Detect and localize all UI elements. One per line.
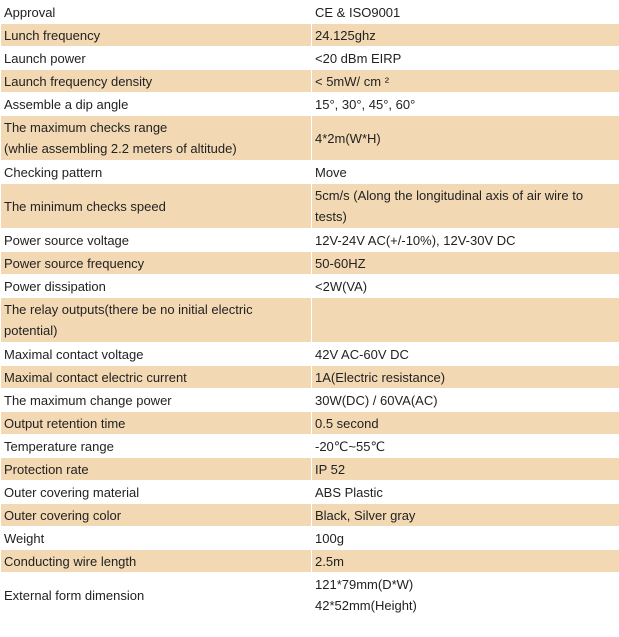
spec-label: Outer covering material bbox=[1, 481, 312, 504]
spec-value: IP 52 bbox=[312, 458, 619, 481]
spec-value: 121*79mm(D*W) 42*52mm(Height) bbox=[312, 573, 619, 618]
spec-label: Power source frequency bbox=[1, 252, 312, 275]
table-row bbox=[1, 550, 619, 573]
spec-value: 1A(Electric resistance) bbox=[312, 366, 619, 389]
table-row bbox=[1, 93, 619, 116]
table-row bbox=[1, 116, 619, 161]
spec-label: Assemble a dip angle bbox=[1, 93, 312, 116]
table-row bbox=[1, 458, 619, 481]
spec-table-body bbox=[1, 1, 619, 618]
spec-value: -20℃~55℃ bbox=[312, 435, 619, 458]
table-row bbox=[1, 412, 619, 435]
table-row bbox=[1, 366, 619, 389]
table-row bbox=[1, 527, 619, 550]
spec-label: Lunch frequency bbox=[1, 24, 312, 47]
table-row bbox=[1, 573, 619, 618]
spec-value: 12V-24V AC(+/-10%), 12V-30V DC bbox=[312, 229, 619, 252]
table-row bbox=[1, 184, 619, 229]
spec-value: 4*2m(W*H) bbox=[312, 116, 619, 161]
spec-label: Output retention time bbox=[1, 412, 312, 435]
table-row bbox=[1, 435, 619, 458]
spec-label: Launch power bbox=[1, 47, 312, 70]
table-row bbox=[1, 481, 619, 504]
spec-label: Maximal contact voltage bbox=[1, 343, 312, 366]
spec-label: Power source voltage bbox=[1, 229, 312, 252]
spec-value: 30W(DC) / 60VA(AC) bbox=[312, 389, 619, 412]
spec-value: CE & ISO9001 bbox=[312, 1, 619, 24]
table-row bbox=[1, 343, 619, 366]
spec-value: ABS Plastic bbox=[312, 481, 619, 504]
spec-label: Weight bbox=[1, 527, 312, 550]
table-row bbox=[1, 298, 619, 343]
spec-value: <2W(VA) bbox=[312, 275, 619, 298]
spec-value: 42V AC-60V DC bbox=[312, 343, 619, 366]
table-row bbox=[1, 47, 619, 70]
table-row bbox=[1, 70, 619, 93]
spec-value: 24.125ghz bbox=[312, 24, 619, 47]
spec-label: Maximal contact electric current bbox=[1, 366, 312, 389]
spec-label: Conducting wire length bbox=[1, 550, 312, 573]
spec-value bbox=[312, 298, 619, 343]
spec-label: The maximum checks range (whlie assembling 2.2 meters of altitude) bbox=[1, 116, 312, 161]
spec-label: Power dissipation bbox=[1, 275, 312, 298]
spec-value: < 5mW/ cm ² bbox=[312, 70, 619, 93]
spec-value: Move bbox=[312, 161, 619, 184]
spec-value: <20 dBm EIRP bbox=[312, 47, 619, 70]
table-row bbox=[1, 229, 619, 252]
table-row bbox=[1, 389, 619, 412]
spec-label: The minimum checks speed bbox=[1, 184, 312, 229]
spec-label: Launch frequency density bbox=[1, 70, 312, 93]
spec-label: Approval bbox=[1, 1, 312, 24]
table-row bbox=[1, 275, 619, 298]
table-row bbox=[1, 1, 619, 24]
spec-label: Checking pattern bbox=[1, 161, 312, 184]
spec-value: 15°, 30°, 45°, 60° bbox=[312, 93, 619, 116]
spec-label: Temperature range bbox=[1, 435, 312, 458]
spec-label: Outer covering color bbox=[1, 504, 312, 527]
spec-label: External form dimension bbox=[1, 573, 312, 618]
table-row bbox=[1, 24, 619, 47]
spec-value: Black, Silver gray bbox=[312, 504, 619, 527]
spec-value: 100g bbox=[312, 527, 619, 550]
spec-value: 2.5m bbox=[312, 550, 619, 573]
table-row bbox=[1, 504, 619, 527]
table-row bbox=[1, 161, 619, 184]
spec-label: Protection rate bbox=[1, 458, 312, 481]
spec-label: The maximum change power bbox=[1, 389, 312, 412]
spec-label: The relay outputs(there be no initial electric potential) bbox=[1, 298, 312, 343]
spec-value: 50-60HZ bbox=[312, 252, 619, 275]
table-row bbox=[1, 252, 619, 275]
spec-value: 0.5 second bbox=[312, 412, 619, 435]
spec-value: 5cm/s (Along the longitudinal axis of air wire to tests) bbox=[312, 184, 619, 229]
